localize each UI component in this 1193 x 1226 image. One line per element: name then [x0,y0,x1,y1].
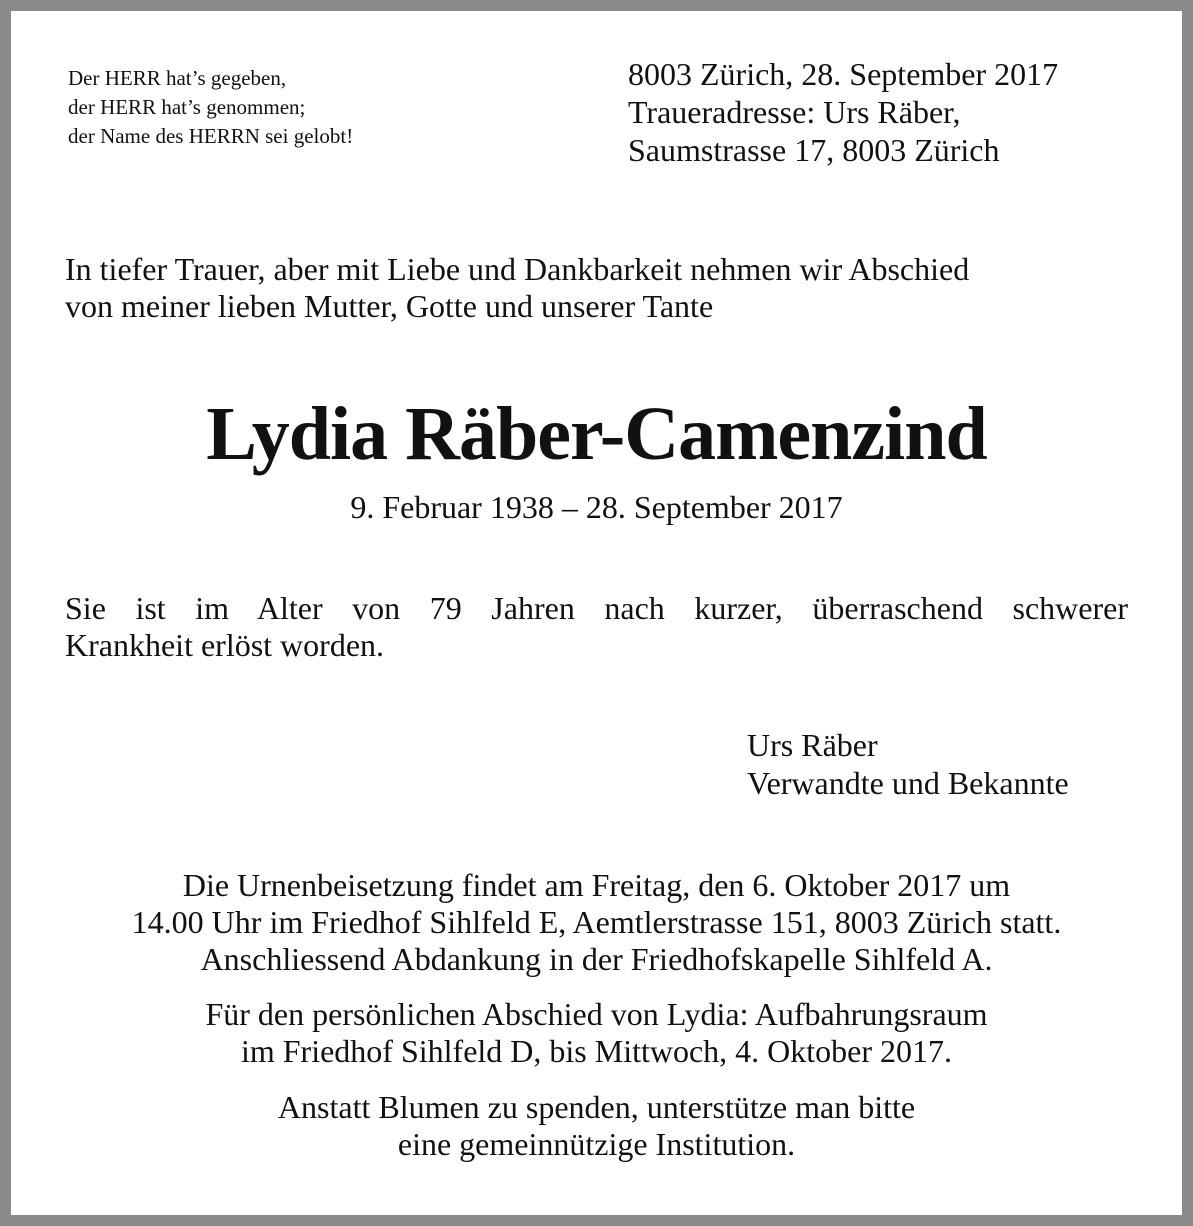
burial-line: Anschliessend Abdankung in der Friedhofskapelle Sihlfeld A. [200,941,993,977]
life-dates: 9. Februar 1938 – 28. September 2017 [350,489,843,525]
deceased-name: Lydia Räber-Camenzind [206,392,987,476]
donation-request [11,1089,1182,1163]
intro-line: von meiner lieben Mutter, Gotte und unserer Tante [65,288,714,324]
place-date: 8003 Zürich, 28. September 2017 [628,56,1059,92]
donation-line: Anstatt Blumen zu spenden, unterstütze man bitte [277,1089,916,1125]
bible-quote [68,64,488,151]
burial-info [11,867,1182,978]
donation-line: eine gemeinnützige Institution. [397,1126,796,1162]
mourning-address [628,55,1168,169]
quote-line: der HERR hat’s genommen; [68,95,306,119]
intro-text [65,251,1135,325]
farewell-line: Für den persönlichen Abschied von Lydia: Aufbahrungsraum [205,996,988,1032]
quote-line: der Name des HERRN sei gelobt! [68,124,354,148]
signers [747,726,1167,802]
burial-line: 14.00 Uhr im Friedhof Sihlfeld E, Aemtlerstrasse 151, 8003 Zürich statt. [131,904,1062,940]
obituary-notice [11,11,1182,1215]
address-line: Saumstrasse 17, 8003 Zürich [628,132,1000,168]
signer-group: Verwandte und Bekannte [747,765,1069,801]
farewell-line: im Friedhof Sihlfeld D, bis Mittwoch, 4. Oktober 2017. [240,1033,953,1069]
quote-line: Der HERR hat’s gegeben, [68,66,287,90]
death-notice [65,590,1128,664]
notice-line: Krankheit erlöst worden. [65,627,385,663]
notice-line: Sie ist im Alter von 79 Jahren nach kurzer, überraschend schwerer [65,590,1128,626]
address-line: Traueradresse: Urs Räber, [628,94,961,130]
farewell-info [11,996,1182,1070]
intro-line: In tiefer Trauer, aber mit Liebe und Dankbarkeit nehmen wir Abschied [65,251,970,287]
signer-name: Urs Räber [747,727,878,763]
burial-line: Die Urnenbeisetzung findet am Freitag, den 6. Oktober 2017 um [182,867,1011,903]
